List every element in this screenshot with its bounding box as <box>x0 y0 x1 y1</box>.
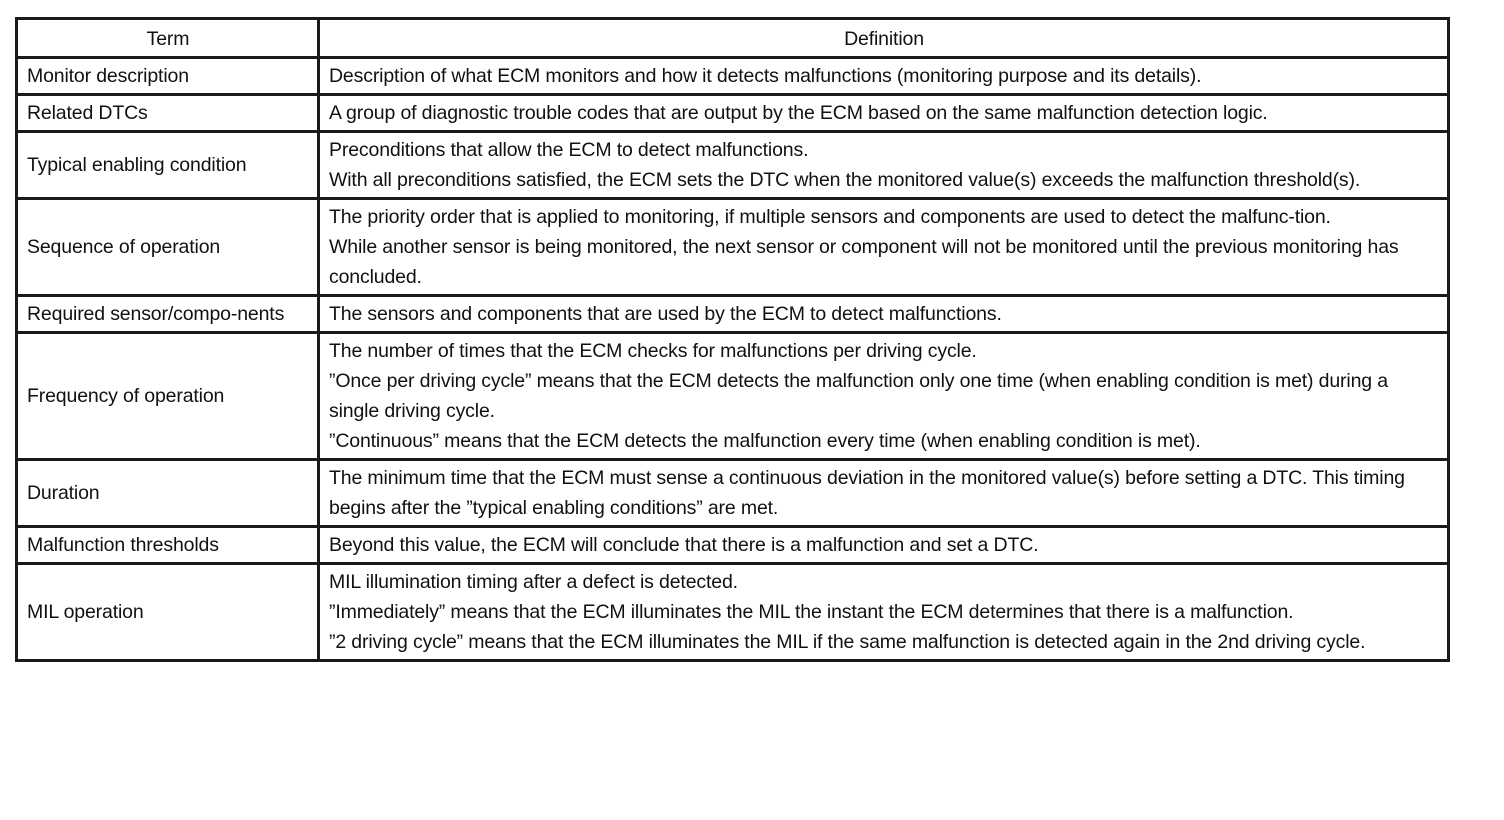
definition-cell <box>319 333 1449 460</box>
table-body <box>17 58 1449 661</box>
term-cell: MIL operation <box>17 564 319 661</box>
table-row <box>17 58 1449 95</box>
glossary-table <box>15 17 1450 662</box>
definition-cell <box>319 95 1449 132</box>
table-row <box>17 527 1449 564</box>
table-header <box>17 19 1449 58</box>
term-cell: Required sensor/compo-nents <box>17 296 319 333</box>
table-row <box>17 95 1449 132</box>
header-row <box>17 19 1449 58</box>
definition-cell <box>319 296 1449 333</box>
definition-cell <box>319 564 1449 661</box>
table-row <box>17 460 1449 527</box>
definition-column-header: Definition <box>319 19 1449 58</box>
definition-line: MIL illumination timing after a defect is detected. <box>329 571 738 593</box>
term-column-header: Term <box>17 19 319 58</box>
term-cell: Typical enabling condition <box>17 132 319 199</box>
table-row <box>17 333 1449 460</box>
definition-cell <box>319 132 1449 199</box>
term-cell: Malfunction thresholds <box>17 527 319 564</box>
definition-cell <box>319 58 1449 95</box>
term-cell: Sequence of operation <box>17 199 319 296</box>
table-row <box>17 564 1449 661</box>
term-cell: Related DTCs <box>17 95 319 132</box>
definition-cell <box>319 527 1449 564</box>
term-cell: Frequency of operation <box>17 333 319 460</box>
term-cell: Duration <box>17 460 319 527</box>
definition-line: The sensors and components that are used by the ECM to detect malfunctions. <box>329 303 1002 325</box>
definition-cell <box>319 199 1449 296</box>
definition-cell <box>319 460 1449 527</box>
term-cell: Monitor description <box>17 58 319 95</box>
definition-line: ”Immediately” means that the ECM illuminates the MIL the instant the ECM determines that there is a malfunction. <box>329 601 1294 623</box>
table-row <box>17 132 1449 199</box>
table-row <box>17 199 1449 296</box>
definition-line: The priority order that is applied to monitoring, if multiple sensors and components are used to detect the malfunc-tion. <box>329 206 1331 228</box>
table-row <box>17 296 1449 333</box>
definition-line: Preconditions that allow the ECM to detect malfunctions. <box>329 139 809 161</box>
definition-line: Beyond this value, the ECM will conclude that there is a malfunction and set a DTC. <box>329 534 1039 556</box>
definition-line: ”Continuous” means that the ECM detects the malfunction every time (when enabling condition is met). <box>329 430 1201 452</box>
definition-line: The minimum time that the ECM must sense a continuous deviation in the monitored value(s) before setting a DTC. This timing begins after the ”typical enabling conditions” are met. <box>329 467 1405 519</box>
definition-line: ”2 driving cycle” means that the ECM illuminates the MIL if the same malfunction is detected again in the 2nd driving cycle. <box>329 631 1366 653</box>
definition-line: A group of diagnostic trouble codes that are output by the ECM based on the same malfunction detection logic. <box>329 102 1268 124</box>
definition-line: ”Once per driving cycle” means that the ECM detects the malfunction only one time (when enabling condition is met) during a single driving cycle. <box>329 370 1388 422</box>
definition-line: With all preconditions satisfied, the ECM sets the DTC when the monitored value(s) exceeds the malfunction threshold(s). <box>329 169 1361 191</box>
definition-line: While another sensor is being monitored, the next sensor or component will not be monitored until the previous monitoring has concluded. <box>329 236 1399 288</box>
definition-line: Description of what ECM monitors and how it detects malfunctions (monitoring purpose and its details). <box>329 65 1202 87</box>
definition-line: The number of times that the ECM checks for malfunctions per driving cycle. <box>329 340 977 362</box>
